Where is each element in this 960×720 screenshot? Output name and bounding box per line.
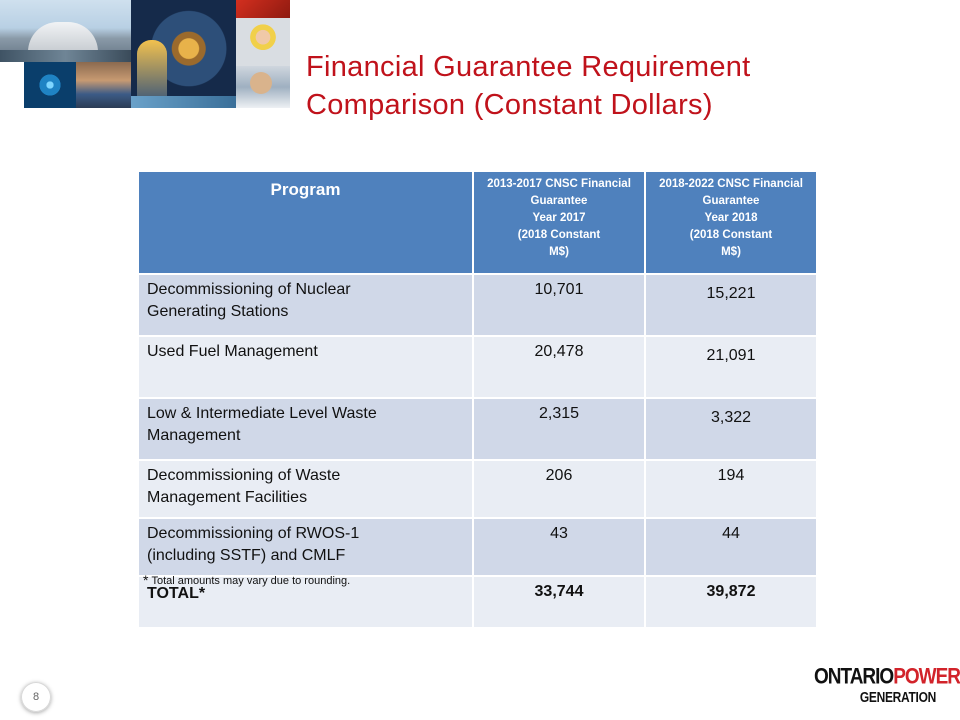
nuclear-station-photo xyxy=(0,0,131,62)
turbine-worker-photo xyxy=(131,0,236,108)
header-2018-2022: 2018-2022 CNSC Financial Guarantee Year 2018 (2018 Constant M$) xyxy=(645,171,817,274)
footnote-marker: * xyxy=(143,572,149,588)
footnote-text: Total amounts may vary due to rounding. xyxy=(151,575,351,587)
total-label-cell: TOTAL* xyxy=(138,576,473,628)
workers-at-table-photo xyxy=(76,62,131,108)
page-number-badge: 8 xyxy=(21,682,51,712)
slide-title-line-2: Comparison (Constant Dollars) xyxy=(306,89,713,121)
header-program: Program xyxy=(138,171,473,274)
header-2013-2017: 2013-2017 CNSC Financial Guarantee Year 2017 (2018 Constant M$) xyxy=(473,171,645,274)
slide-title-line-1: Financial Guarantee Requirement xyxy=(306,51,751,83)
table-row xyxy=(138,518,817,576)
total-2018-cell: 39,872 xyxy=(645,576,817,628)
value-2018-cell: 194 xyxy=(645,460,817,518)
table-header-row xyxy=(138,171,817,274)
collage-accent-strip xyxy=(131,96,236,108)
engineer-photo xyxy=(236,66,290,108)
logo-word-power: POWER xyxy=(893,665,960,690)
table-row xyxy=(138,398,817,460)
program-cell: Decommissioning of Waste Management Facilities xyxy=(138,460,473,518)
value-2018-cell: 15,221 xyxy=(645,274,817,336)
value-2017-cell: 43 xyxy=(473,518,645,576)
ontario-power-generation-logo xyxy=(814,665,960,707)
logo-word-ontario: ONTARIO xyxy=(814,665,894,690)
program-cell: Low & Intermediate Level Waste Management xyxy=(138,398,473,460)
program-cell: Used Fuel Management xyxy=(138,336,473,398)
value-2017-cell: 2,315 xyxy=(473,398,645,460)
value-2017-cell: 10,701 xyxy=(473,274,645,336)
value-2017-cell: 206 xyxy=(473,460,645,518)
table-row xyxy=(138,336,817,398)
total-2017-cell: 33,744 xyxy=(473,576,645,628)
value-2018-cell: 3,322 xyxy=(645,398,817,460)
header-photo-collage xyxy=(0,0,290,108)
slide-title xyxy=(306,48,906,124)
value-2017-cell: 20,478 xyxy=(473,336,645,398)
value-2018-cell: 21,091 xyxy=(645,336,817,398)
red-equipment-photo xyxy=(236,0,290,18)
financial-guarantee-table xyxy=(137,170,818,629)
program-cell: Decommissioning of Nuclear Generating Stations xyxy=(138,274,473,336)
worker-hardhat-photo xyxy=(236,18,290,66)
table-row xyxy=(138,274,817,336)
table-row xyxy=(138,460,817,518)
program-cell: Decommissioning of RWOS-1 (including SSTF) and CMLF xyxy=(138,518,473,576)
rounding-footnote xyxy=(143,571,350,587)
reactor-glow-photo xyxy=(24,62,76,108)
logo-word-generation: GENERATION xyxy=(859,689,936,706)
value-2018-cell: 44 xyxy=(645,518,817,576)
